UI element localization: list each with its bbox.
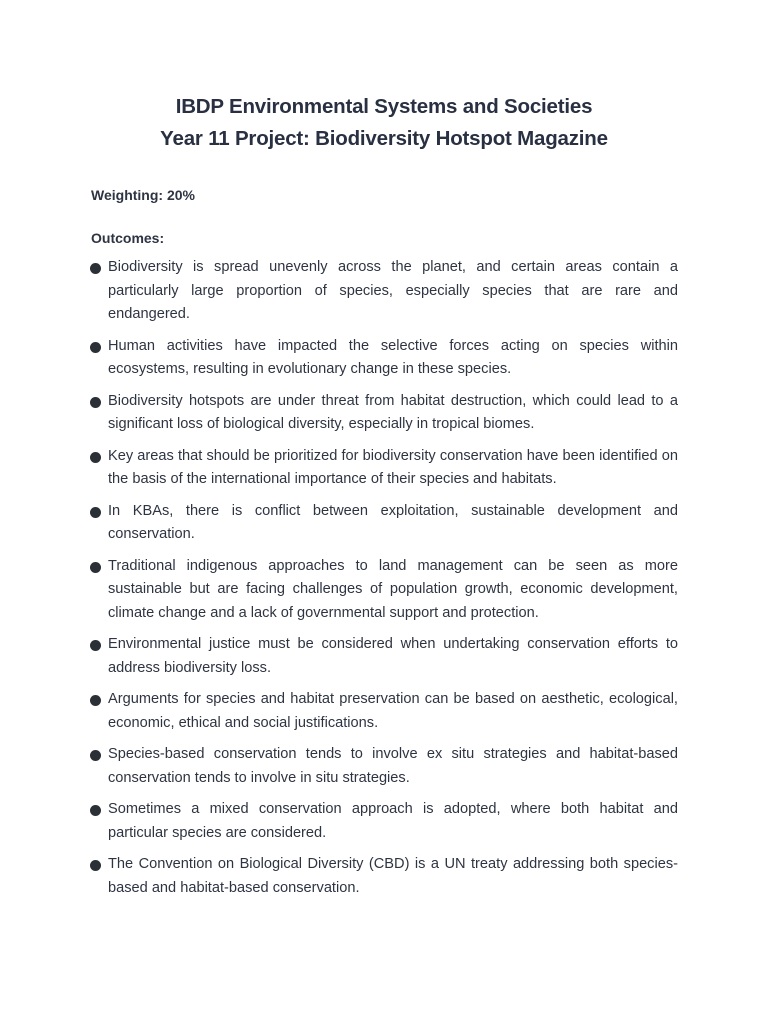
outcome-text: The Convention on Biological Diversity (CBD) is a UN treaty addressing both species-based and habitat-based conservation. — [108, 856, 678, 896]
outcome-item — [88, 743, 678, 790]
bullet-icon — [90, 695, 101, 706]
outcome-text: Sometimes a mixed conservation approach is adopted, where both habitat and particular species are considered. — [108, 801, 678, 841]
outcomes-heading: Outcomes: — [91, 230, 165, 246]
bullet-icon — [90, 507, 101, 518]
bullet-icon — [90, 860, 101, 871]
title-line-2: Year 11 Project: Biodiversity Hotspot Magazine — [160, 127, 608, 150]
bullet-icon — [90, 263, 101, 274]
title-line-1: IBDP Environmental Systems and Societies — [175, 95, 593, 118]
outcome-item — [88, 256, 678, 327]
outcome-item — [88, 500, 678, 547]
outcome-item — [88, 798, 678, 845]
outcome-item — [88, 390, 678, 437]
outcome-text: Environmental justice must be considered when undertaking conservation efforts to address biodiversity loss. — [108, 636, 678, 676]
outcome-item — [88, 853, 678, 900]
outcome-item — [88, 445, 678, 492]
bullet-icon — [90, 452, 101, 463]
bullet-icon — [90, 640, 101, 651]
document-title — [0, 91, 768, 155]
outcome-text: Biodiversity hotspots are under threat from habitat destruction, which could lead to a significant loss of biological diversity, especially in tropical biomes. — [108, 392, 678, 432]
outcome-item — [88, 335, 678, 382]
bullet-icon — [90, 397, 101, 408]
outcomes-list — [88, 256, 678, 908]
outcome-item — [88, 633, 678, 680]
bullet-icon — [90, 562, 101, 573]
outcome-text: Key areas that should be prioritized for biodiversity conservation have been identified on the basis of the international importance of their species and habitats. — [108, 447, 678, 487]
outcome-text: Biodiversity is spread unevenly across the planet, and certain areas contain a particularly large proportion of species, especially species that are rare and endangered. — [108, 259, 678, 322]
bullet-icon — [90, 805, 101, 816]
outcome-text: Human activities have impacted the selective forces acting on species within ecosystems, resulting in evolutionary change in these species. — [108, 337, 678, 377]
outcome-text: Traditional indigenous approaches to land management can be seen as more sustainable but are facing challenges of population growth, economic development, climate change and a lack of governmental support and protection. — [108, 557, 678, 621]
bullet-icon — [90, 342, 101, 353]
outcome-item — [88, 555, 678, 626]
outcome-text: Arguments for species and habitat preservation can be based on aesthetic, ecological, economic, ethical and social justifications. — [108, 691, 678, 731]
outcome-text: In KBAs, there is conflict between exploitation, sustainable development and conservation. — [108, 502, 678, 542]
weighting-label: Weighting: 20% — [91, 187, 195, 203]
outcome-item — [88, 688, 678, 735]
bullet-icon — [90, 750, 101, 761]
outcome-text: Species-based conservation tends to involve ex situ strategies and habitat-based conservation tends to involve in situ strategies. — [108, 746, 678, 786]
